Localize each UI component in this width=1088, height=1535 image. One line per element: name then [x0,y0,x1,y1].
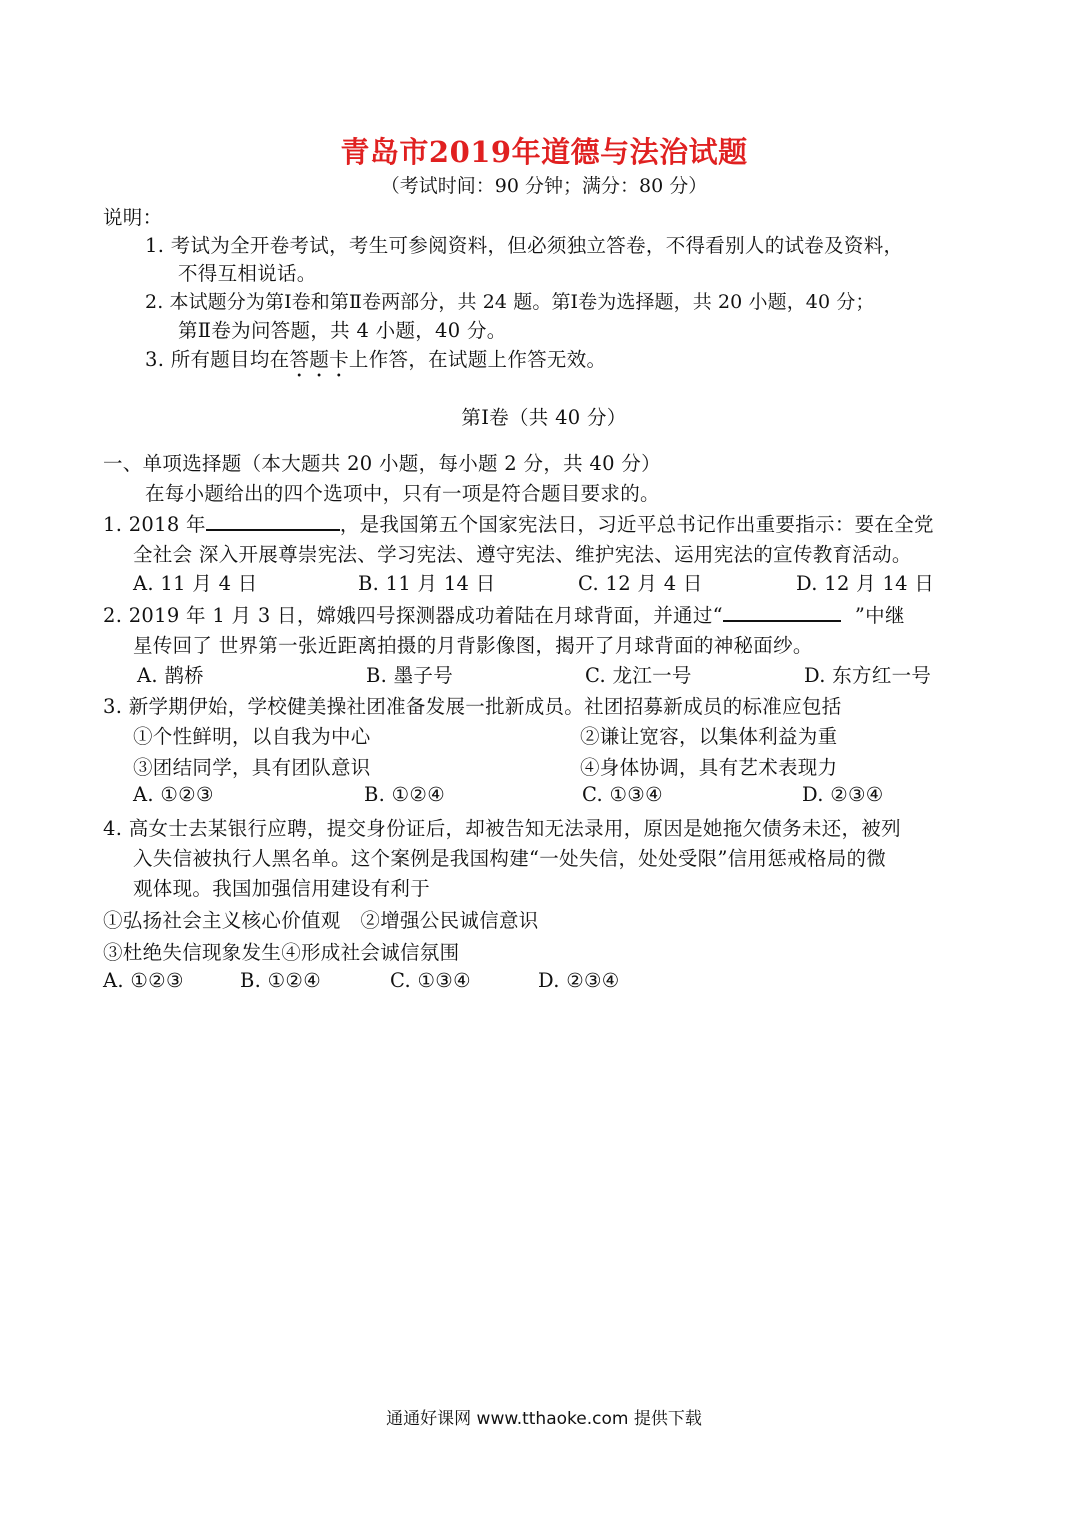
question-3-statement-3: ③团结同学，具有团队意识 [133,756,371,779]
question-2-option-b: B. 墨子号 [366,664,454,687]
question-2-blank [723,602,841,622]
question-4-line-1: 4. 高女士去某银行应聘，提交身份证后，却被告知无法录用，原因是她拖欠债务未还，被列 [103,817,901,840]
question-1-option-b: B. 11 月 14 日 [358,572,496,595]
question-2-option-a: A. 鹊桥 [137,664,204,687]
question-2-option-d: D. 东方红一号 [804,664,932,687]
question-3-option-d: D. ②③④ [802,783,884,806]
section-heading: 第Ⅰ卷（共 40 分） [461,406,627,429]
question-2-prefix: 2. 2019 年 1 月 3 日，嫦娥四号探测器成功着陆在月球背面，并通过“ [103,604,723,627]
question-4-option-a: A. ①②③ [103,969,184,992]
question-3-option-a: A. ①②③ [133,783,214,806]
instruction-3 [145,344,606,382]
question-4-option-b: B. ①②④ [240,969,321,992]
instructions-label: 说明： [103,206,163,229]
question-2-line-1 [103,600,905,628]
instruction-1-line-1: 1. 考试为全开卷考试，考生可参阅资料，但必须独立答卷，不得看别人的试卷及资料， [145,234,904,257]
part-title: 一、单项选择题（本大题共 20 小题，每小题 2 分，共 40 分） [103,452,661,475]
question-1-prefix: 1. 2018 年 [103,513,206,536]
instruction-2-line-2: 第Ⅱ卷为问答题，共 4 小题，40 分。 [178,319,507,342]
question-3-statement-2: ②谦让宽容，以集体利益为重 [580,725,838,748]
question-1-blank [206,511,340,531]
question-4-line-2: 入失信被执行人黑名单。这个案例是我国构建“一处失信，处处受限”信用惩戒格局的微 [133,847,887,870]
question-3-option-c: C. ①③④ [582,783,663,806]
question-4-statements-3-4: ③杜绝失信现象发生④形成社会诚信氛围 [103,941,460,964]
instruction-3-emphasis: 答题卡 [289,348,349,371]
question-3-statement-1: ①个性鲜明，以自我为中心 [133,725,371,748]
part-description: 在每小题给出的四个选项中，只有一项是符合题目要求的。 [145,482,660,505]
instruction-1-line-2: 不得互相说话。 [178,262,317,285]
question-1-line-2: 全社会 深入开展尊崇宪法、学习宪法、遵守宪法、维护宪法、运用宪法的宣传教育活动。 [133,543,912,566]
question-1-suffix: ，是我国第五个国家宪法日，习近平总书记作出重要指示：要在全党 [339,513,934,536]
instruction-3-prefix: 3. 所有题目均在 [145,348,290,371]
question-3-line-1: 3. 新学期伊始，学校健美操社团准备发展一批新成员。社团招募新成员的标准应包括 [103,695,842,718]
instruction-2-line-1: 2. 本试题分为第Ⅰ卷和第Ⅱ卷两部分，共 24 题。第Ⅰ卷为选择题，共 20 小题，40 分； [145,291,875,313]
question-1-option-d: D. 12 月 14 日 [796,572,935,595]
question-2-line-2: 星传回了 世界第一张近距离拍摄的月背影像图，揭开了月球背面的神秘面纱。 [133,634,813,657]
question-1-line-1 [103,509,934,537]
question-2-suffix: ”中继 [854,604,905,627]
footer-source: 通通好课网 www.tthaoke.com 提供下载 [386,1409,702,1429]
question-3-statement-4: ④身体协调，具有艺术表现力 [580,756,838,779]
question-4-statements-1-2: ①弘扬社会主义核心价值观 ②增强公民诚信意识 [103,909,539,932]
question-2-option-c: C. 龙江一号 [585,664,692,687]
question-3-option-b: B. ①②④ [364,783,445,806]
instruction-3-suffix: 上作答，在试题上作答无效。 [348,348,607,371]
question-4-line-3: 观体现。我国加强信用建设有利于 [133,877,431,900]
question-4-option-d: D. ②③④ [538,969,620,992]
exam-subtitle: （考试时间：90 分钟；满分：80 分） [380,175,708,197]
question-4-option-c: C. ①③④ [390,969,471,992]
question-1-option-c: C. 12 月 4 日 [578,572,703,595]
question-1-option-a: A. 11 月 4 日 [133,572,258,595]
exam-title: 青岛市2019年道德与法治试题 [340,135,748,169]
